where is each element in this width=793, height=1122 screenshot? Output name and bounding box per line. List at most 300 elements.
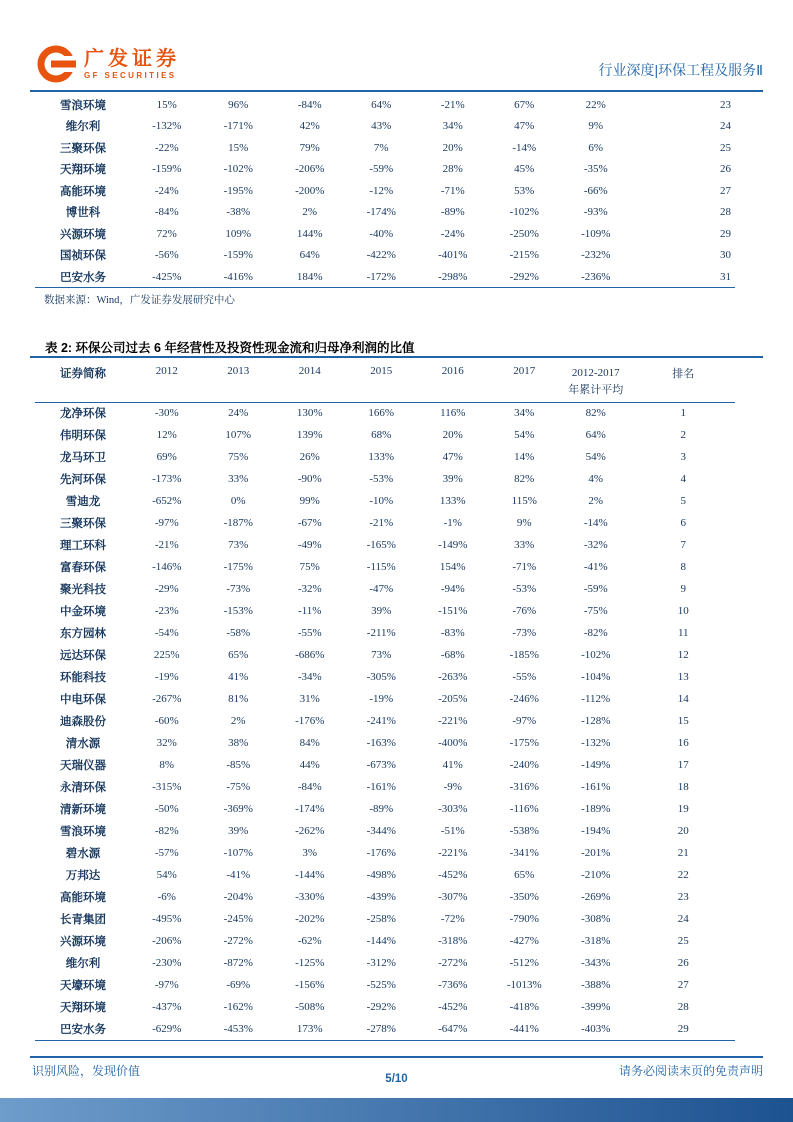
cell-value: -508% xyxy=(295,1001,325,1013)
table-row xyxy=(35,754,735,776)
cell-company: 聚光科技 xyxy=(60,584,106,596)
cell-value: -149% xyxy=(581,759,611,771)
cell-value: 64% xyxy=(299,249,320,262)
cell-value: -189% xyxy=(581,803,611,815)
cell-rank: 25 xyxy=(677,935,689,947)
cell-rank: 25 xyxy=(720,141,731,154)
cell-value: -161% xyxy=(366,781,396,793)
cell-value: -263% xyxy=(438,671,468,683)
cell-value: -59% xyxy=(583,583,608,595)
cell-value: -292% xyxy=(366,1001,396,1013)
cell-company: 三聚环保 xyxy=(60,142,106,155)
table-row xyxy=(35,202,735,224)
cell-value: -194% xyxy=(581,825,611,837)
cell-rank: 29 xyxy=(720,227,731,240)
cell-value: 24% xyxy=(228,407,249,420)
cell-value: 45% xyxy=(514,163,535,176)
cell-value: -159% xyxy=(152,163,182,176)
col-header-average xyxy=(560,360,632,402)
cell-value: -76% xyxy=(512,605,537,617)
cell-value: -54% xyxy=(154,627,179,639)
cell-value: 144% xyxy=(296,227,323,240)
col-header-rank: 排名 xyxy=(632,360,736,402)
table-row xyxy=(35,534,735,556)
cell-value: 39% xyxy=(442,473,463,485)
cell-company: 雪浪环境 xyxy=(60,99,106,112)
cell-value: 96% xyxy=(228,98,249,111)
cell-value: 75% xyxy=(299,561,320,573)
table-row xyxy=(35,908,735,930)
cell-value: 26% xyxy=(299,451,320,463)
cell-value: -232% xyxy=(581,249,611,262)
cell-rank: 27 xyxy=(720,184,731,197)
cell-value: -21% xyxy=(369,517,394,529)
cell-value: 184% xyxy=(296,270,323,283)
cell-rank: 8 xyxy=(680,561,686,573)
cell-value: 139% xyxy=(296,429,323,441)
cell-value: -58% xyxy=(226,627,251,639)
page-number: 5/10 xyxy=(385,1073,408,1085)
cell-company: 龙马环卫 xyxy=(60,452,106,464)
page-header xyxy=(36,44,763,84)
table-row xyxy=(35,1018,735,1040)
cell-value: -144% xyxy=(366,935,396,947)
brand-name-en: GF SECURITIES xyxy=(84,70,177,80)
table-row xyxy=(35,886,735,908)
cell-value: 225% xyxy=(153,649,180,661)
table-row xyxy=(35,223,735,245)
cell-value: -250% xyxy=(509,227,539,240)
table-row xyxy=(35,402,735,424)
cell-value: 54% xyxy=(585,451,606,463)
cell-rank: 17 xyxy=(677,759,689,771)
table-row xyxy=(35,266,735,288)
footer-divider xyxy=(30,1056,763,1058)
cell-company: 永清环保 xyxy=(60,782,106,794)
cell-value: -308% xyxy=(581,913,611,925)
cell-value: -149% xyxy=(438,539,468,551)
table-row xyxy=(35,446,735,468)
cell-value: 34% xyxy=(514,407,535,420)
cell-value: -318% xyxy=(438,935,468,947)
cell-value: -175% xyxy=(509,737,539,749)
cell-value: -162% xyxy=(223,1001,253,1013)
cell-value: -75% xyxy=(583,605,608,617)
cell-company: 巴安水务 xyxy=(60,271,106,284)
table-row xyxy=(35,930,735,952)
cell-rank: 27 xyxy=(677,979,689,991)
cell-value: 14% xyxy=(514,451,535,463)
cell-value: -240% xyxy=(509,759,539,771)
cell-value: -125% xyxy=(295,957,325,969)
cell-value: 31% xyxy=(299,693,320,705)
cell-value: -673% xyxy=(366,759,396,771)
cell-value: -512% xyxy=(509,957,539,969)
cell-company: 富春环保 xyxy=(60,562,106,574)
cell-value: 64% xyxy=(585,429,606,441)
cell-value: -416% xyxy=(223,270,253,283)
cell-company: 博世科 xyxy=(65,207,101,220)
cell-value: -82% xyxy=(154,825,179,837)
cell-company: 环能科技 xyxy=(60,672,106,684)
report-category-label: 行业深度|环保工程及服务Ⅱ xyxy=(598,62,763,78)
cell-value: -538% xyxy=(509,825,539,837)
cell-rank: 21 xyxy=(677,847,689,859)
cell-value: 65% xyxy=(514,869,535,881)
cell-value: -115% xyxy=(366,561,396,573)
cell-value: -204% xyxy=(223,891,253,903)
cell-rank: 19 xyxy=(677,803,689,815)
cell-value: -66% xyxy=(583,184,608,197)
table2-header xyxy=(35,360,735,402)
cell-value: -19% xyxy=(154,671,179,683)
cell-company: 高能环境 xyxy=(60,892,106,904)
cell-value: 41% xyxy=(228,671,249,683)
cell-value: 15% xyxy=(156,98,177,111)
cell-value: -102% xyxy=(223,163,253,176)
cell-value: -452% xyxy=(438,1001,468,1013)
cell-company: 龙净环保 xyxy=(60,408,106,421)
cell-value: -343% xyxy=(581,957,611,969)
cell-value: -341% xyxy=(509,847,539,859)
cell-company: 维尔利 xyxy=(65,958,101,970)
table2 xyxy=(35,360,735,1041)
cell-value: 115% xyxy=(511,495,537,507)
table-row xyxy=(35,137,735,159)
cell-value: -132% xyxy=(152,120,182,133)
cell-value: -89% xyxy=(440,206,465,219)
cell-value: -221% xyxy=(438,715,468,727)
cell-rank: 13 xyxy=(677,671,689,683)
cell-value: -102% xyxy=(509,206,539,219)
cell-rank: 24 xyxy=(677,913,689,925)
cell-value: 130% xyxy=(296,407,323,420)
cell-value: 72% xyxy=(156,227,177,240)
cell-value: -97% xyxy=(154,517,179,529)
cell-rank: 23 xyxy=(720,98,731,111)
table-row xyxy=(35,468,735,490)
cell-company: 兴源环境 xyxy=(60,936,106,948)
cell-value: -14% xyxy=(583,517,608,529)
cell-rank: 20 xyxy=(677,825,689,837)
cell-rank: 4 xyxy=(680,473,686,485)
cell-value: 39% xyxy=(228,825,249,837)
cell-value: -400% xyxy=(438,737,468,749)
cell-value: -318% xyxy=(581,935,611,947)
cell-value: -151% xyxy=(438,605,468,617)
cell-value: -71% xyxy=(440,184,465,197)
cell-value: 6% xyxy=(588,141,604,154)
cell-value: -200% xyxy=(295,184,325,197)
cell-company: 天翔环境 xyxy=(60,164,106,177)
cell-value: -50% xyxy=(154,803,179,815)
cell-rank: 28 xyxy=(677,1001,689,1013)
cell-value: -94% xyxy=(440,583,465,595)
data-source-note: 数据来源：Wind，广发证券发展研究中心 xyxy=(44,295,235,306)
cell-company: 中电环保 xyxy=(60,694,106,706)
table-row xyxy=(35,732,735,754)
cell-value: -49% xyxy=(297,539,322,551)
cell-value: -159% xyxy=(223,249,253,262)
cell-value: 109% xyxy=(225,227,252,240)
cell-value: -171% xyxy=(223,120,253,133)
table-row xyxy=(35,644,735,666)
cell-value: -221% xyxy=(438,847,468,859)
cell-value: -401% xyxy=(438,249,468,262)
cell-value: -47% xyxy=(369,583,394,595)
cell-value: -53% xyxy=(369,473,394,485)
cell-value: 15% xyxy=(228,141,249,154)
cell-value: -60% xyxy=(154,715,179,727)
cell-value: -165% xyxy=(366,539,396,551)
cell-value: -97% xyxy=(154,979,179,991)
cell-value: 79% xyxy=(299,141,320,154)
table1-body xyxy=(35,94,735,288)
cell-value: -1% xyxy=(443,517,462,529)
cell-value: 82% xyxy=(585,407,606,420)
cell-rank: 3 xyxy=(680,451,686,463)
cell-rank: 5 xyxy=(680,495,686,507)
cell-value: 0% xyxy=(230,495,246,507)
cell-rank: 31 xyxy=(720,270,731,283)
cell-value: -629% xyxy=(152,1022,182,1035)
cell-value: -246% xyxy=(509,693,539,705)
cell-value: 84% xyxy=(299,737,320,749)
cell-value: -73% xyxy=(226,583,251,595)
cell-company: 天瑞仪器 xyxy=(60,760,106,772)
cell-value: -399% xyxy=(581,1001,611,1013)
table-row xyxy=(35,622,735,644)
cell-company: 雪浪环境 xyxy=(60,826,106,838)
cell-value: 68% xyxy=(371,429,392,441)
col-header-2016: 2016 xyxy=(417,360,489,402)
cell-value: -498% xyxy=(366,869,396,881)
cell-value: -425% xyxy=(152,270,182,283)
cell-value: -176% xyxy=(295,715,325,727)
cell-value: -278% xyxy=(366,1022,396,1035)
table-row xyxy=(35,666,735,688)
table-row xyxy=(35,688,735,710)
cell-value: -298% xyxy=(438,270,468,283)
table-row xyxy=(35,94,735,116)
cell-value: -6% xyxy=(157,891,176,903)
cell-rank: 24 xyxy=(720,120,731,133)
footer-disclaimer-note: 请务必阅读末页的免责声明 xyxy=(618,1064,763,1078)
table2-title-rule xyxy=(30,356,763,358)
cell-value: -24% xyxy=(154,184,179,197)
cell-value: -30% xyxy=(154,407,179,420)
cell-value: -418% xyxy=(509,1001,539,1013)
cell-value: 166% xyxy=(368,407,395,420)
cell-value: -241% xyxy=(366,715,396,727)
table-row xyxy=(35,159,735,181)
cell-value: 116% xyxy=(440,407,466,420)
cell-value: -93% xyxy=(583,206,608,219)
cell-value: -97% xyxy=(512,715,537,727)
cell-company: 三聚环保 xyxy=(60,518,106,530)
cell-value: -128% xyxy=(581,715,611,727)
cell-value: -75% xyxy=(226,781,251,793)
cell-value: -215% xyxy=(509,249,539,262)
table-row xyxy=(35,512,735,534)
cell-value: 41% xyxy=(442,759,463,771)
table-row xyxy=(35,180,735,202)
cell-value: -369% xyxy=(223,803,253,815)
cell-rank: 23 xyxy=(677,891,689,903)
cell-value: -202% xyxy=(295,913,325,925)
cell-value: -10% xyxy=(369,495,394,507)
cell-value: -330% xyxy=(295,891,325,903)
cell-value: -132% xyxy=(581,737,611,749)
cell-value: -9% xyxy=(443,781,462,793)
cell-value: -272% xyxy=(438,957,468,969)
cell-value: -24% xyxy=(440,227,465,240)
cell-value: -104% xyxy=(581,671,611,683)
brand-name-cn: 广发证券 xyxy=(84,47,180,70)
cell-value: -112% xyxy=(581,693,611,705)
cell-value: -262% xyxy=(295,825,325,837)
cell-value: -72% xyxy=(440,913,465,925)
cell-value: -83% xyxy=(440,627,465,639)
table-row xyxy=(35,974,735,996)
cell-value: -21% xyxy=(440,98,465,111)
cell-value: -153% xyxy=(223,605,253,617)
cell-value: 9% xyxy=(588,120,604,133)
cell-value: 73% xyxy=(371,649,392,661)
cell-value: -350% xyxy=(509,891,539,903)
cell-value: -205% xyxy=(438,693,468,705)
cell-rank: 18 xyxy=(677,781,689,793)
cell-value: 38% xyxy=(228,737,249,749)
cell-rank: 15 xyxy=(677,715,689,727)
cell-value: 12% xyxy=(156,429,177,441)
table-row xyxy=(35,490,735,512)
cell-value: 154% xyxy=(439,561,466,573)
cell-value: -307% xyxy=(438,891,468,903)
cell-value: -55% xyxy=(297,627,322,639)
cell-value: -19% xyxy=(369,693,394,705)
cell-value: 2% xyxy=(230,715,246,727)
cell-value: -174% xyxy=(366,206,396,219)
cell-company: 兴源环境 xyxy=(60,228,106,241)
cell-value: 32% xyxy=(156,737,177,749)
cell-rank: 16 xyxy=(677,737,689,749)
cell-value: 9% xyxy=(516,517,532,529)
cell-value: -23% xyxy=(154,605,179,617)
table-row xyxy=(35,820,735,842)
cell-value: -82% xyxy=(583,627,608,639)
cell-value: 2% xyxy=(588,495,604,507)
cell-value: -22% xyxy=(154,141,179,154)
cell-company: 碧水源 xyxy=(65,848,101,860)
cell-value: -12% xyxy=(369,184,394,197)
table-row xyxy=(35,798,735,820)
table-row xyxy=(35,556,735,578)
cell-value: -437% xyxy=(152,1001,182,1013)
cell-value: -245% xyxy=(223,913,253,925)
cell-value: -57% xyxy=(154,847,179,859)
cell-value: -41% xyxy=(583,561,608,573)
header-divider xyxy=(30,90,763,92)
table-row xyxy=(35,996,735,1018)
cell-value: -163% xyxy=(366,737,396,749)
cell-value: 34% xyxy=(442,120,463,133)
cell-value: -59% xyxy=(369,163,394,176)
col-header-2012: 2012 xyxy=(131,360,203,402)
cell-company: 雪迪龙 xyxy=(65,496,101,508)
cell-value: 22% xyxy=(585,98,606,111)
cell-company: 迪森股份 xyxy=(60,716,106,728)
cell-value: -40% xyxy=(369,227,394,240)
cell-value: -185% xyxy=(509,649,539,661)
cell-value: -272% xyxy=(223,935,253,947)
cell-value: -210% xyxy=(581,869,611,881)
cell-value: -872% xyxy=(223,957,253,969)
cell-value: -652% xyxy=(152,495,182,507)
cell-value: -35% xyxy=(583,163,608,176)
cell-value: -21% xyxy=(154,539,179,551)
cell-value: -422% xyxy=(366,249,396,262)
table2-title: 表 2: 环保公司过去 6 年经营性及投资性现金流和归母净利润的比值 xyxy=(45,341,415,355)
table2-body xyxy=(35,402,735,1040)
cell-value: -525% xyxy=(366,979,396,991)
cell-value: 20% xyxy=(442,141,463,154)
cell-value: -206% xyxy=(295,163,325,176)
cell-value: 173% xyxy=(296,1022,323,1035)
cell-value: 54% xyxy=(156,869,177,881)
col-header-ticker: 证券简称 xyxy=(35,360,131,402)
cell-company: 天壕环境 xyxy=(60,980,106,992)
cell-value: 81% xyxy=(228,693,249,705)
cell-value: -344% xyxy=(366,825,396,837)
cell-rank: 26 xyxy=(720,163,731,176)
cell-company: 天翔环境 xyxy=(60,1002,106,1014)
cell-value: -686% xyxy=(295,649,325,661)
cell-value: -107% xyxy=(223,847,253,859)
cell-value: -73% xyxy=(512,627,537,639)
cell-value: -11% xyxy=(298,605,322,617)
cell-value: -439% xyxy=(366,891,396,903)
cell-value: -71% xyxy=(512,561,537,573)
cell-value: 47% xyxy=(442,451,463,463)
cell-value: -89% xyxy=(369,803,394,815)
gf-securities-logo-icon xyxy=(36,44,76,84)
cell-value: -230% xyxy=(152,957,182,969)
cell-company: 维尔利 xyxy=(65,121,101,134)
footer-slogan: 识别风险，发现价值 xyxy=(32,1064,141,1078)
col-header-2014: 2014 xyxy=(274,360,346,402)
cell-rank: 7 xyxy=(680,539,686,551)
cell-company: 远达环保 xyxy=(60,650,106,662)
cell-value: -1013% xyxy=(506,979,542,991)
cell-value: -315% xyxy=(152,781,182,793)
col-header-average-line2: 年累计平均 xyxy=(568,384,624,396)
cell-value: 33% xyxy=(228,473,249,485)
cell-value: 67% xyxy=(514,98,535,111)
cell-rank: 2 xyxy=(680,429,686,441)
cell-value: -303% xyxy=(438,803,468,815)
cell-company: 国祯环保 xyxy=(60,250,106,263)
cell-rank: 29 xyxy=(677,1022,689,1035)
cell-value: -403% xyxy=(581,1022,611,1035)
cell-rank: 14 xyxy=(677,693,689,705)
cell-value: 3% xyxy=(302,847,318,859)
cell-value: -195% xyxy=(223,184,253,197)
cell-value: -85% xyxy=(226,759,251,771)
cell-value: 8% xyxy=(159,759,175,771)
cell-value: -790% xyxy=(509,913,539,925)
cell-value: -84% xyxy=(154,206,179,219)
